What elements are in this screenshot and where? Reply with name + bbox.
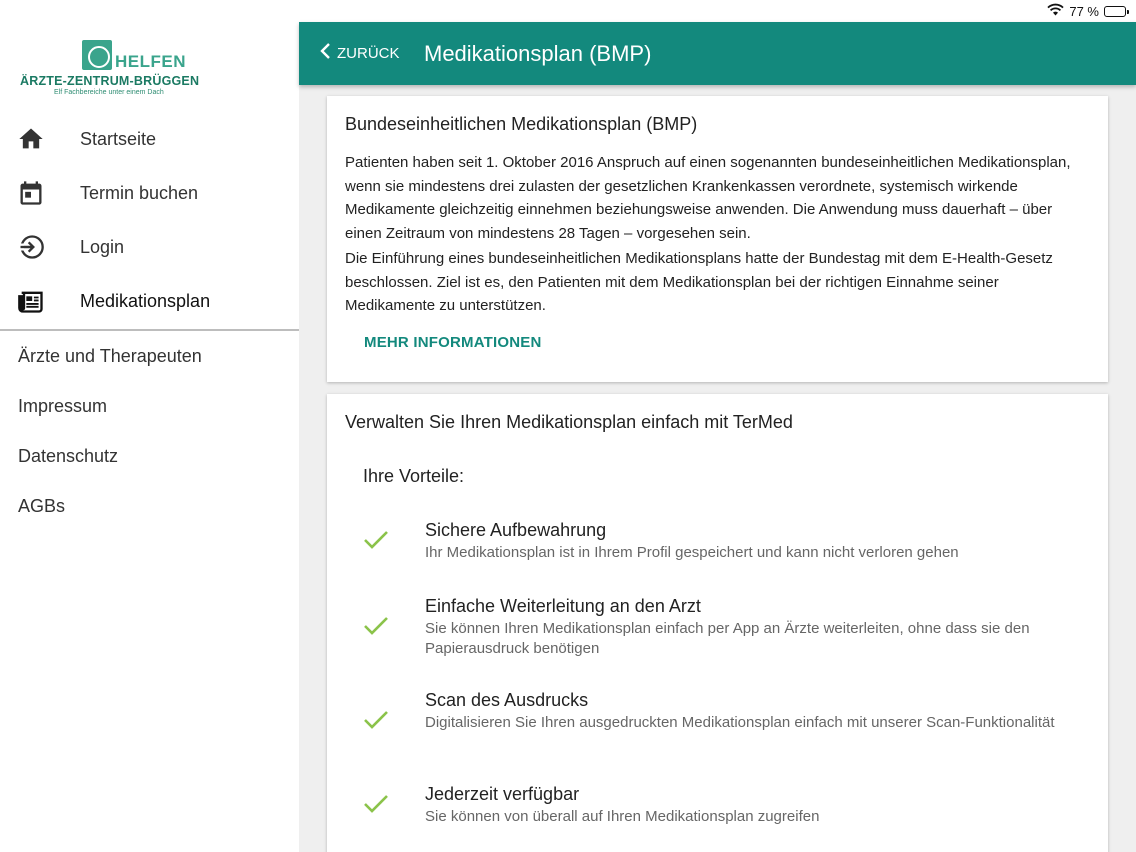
benefit-title: Jederzeit verfügbar — [425, 784, 580, 804]
battery-icon — [1104, 6, 1126, 17]
benefit-description: Sie können von überall auf Ihren Medikationsplan zugreifen — [425, 808, 820, 825]
checkmark-icon — [363, 616, 389, 641]
benefits-heading: Ihre Vorteile: — [363, 466, 465, 486]
sidebar-item-aerzte-und-therapeuten[interactable]: Ärzte und Therapeuten — [18, 345, 202, 366]
logo-helfen-text: HELFEN — [115, 52, 186, 71]
features-card — [327, 394, 1108, 852]
home-icon — [0, 125, 80, 153]
info-paragraph-2: Die Einführung eines bundeseinheitlichen Medikationsplans hatte der Bundestag mit dem E-Health-Gesetz beschlossen. Ziel ist es, den Patienten mit dem Medikationsplan bei der richtigen Einnahme seiner Medikamente zu unterstützen. — [345, 250, 1053, 314]
benefit-title: Scan des Ausdrucks — [425, 690, 589, 710]
sidebar-item-datenschutz[interactable]: Datenschutz — [18, 445, 119, 466]
more-info-button[interactable]: MEHR INFORMATIONEN — [364, 334, 542, 351]
chevron-left-icon — [319, 42, 333, 64]
logo-mark-icon — [82, 40, 112, 70]
sidebar-item-login[interactable] — [0, 220, 299, 274]
sidebar-item-label: Startseite — [80, 128, 157, 149]
sidebar-item-impressum[interactable]: Impressum — [18, 395, 108, 416]
calendar-icon — [0, 179, 80, 207]
checkmark-icon — [363, 530, 389, 555]
sidebar-item-startseite[interactable] — [0, 112, 299, 166]
logo-tagline: Elf Fachbereiche unter einem Dach — [54, 89, 164, 96]
app-header — [299, 22, 1136, 85]
info-card-title: Bundeseinheitlichen Medikationsplan (BMP) — [345, 114, 698, 134]
benefit-description: Sie können Ihren Medikationsplan einfach per App an Ärzte weiterleiten, ohne dass sie den Papierausdruck benötigen — [425, 620, 1030, 657]
sidebar-nav — [0, 112, 299, 328]
sidebar-item-label: Termin buchen — [80, 182, 199, 203]
sidebar-item-label: Login — [80, 236, 125, 257]
sidebar-item-medikationsplan[interactable] — [0, 274, 299, 328]
info-paragraph-1: Patienten haben seit 1. Oktober 2016 Anspruch auf einen sogenannten bundeseinheitlichen Medikationsplan, wenn sie mindestens drei zulasten der gesetzlichen Krankenkassen verordnete, systemisch wirkende Medikamente gleichzeitig einnehmen beziehungsweise anwenden. Die Anwendung muss dauerhaft – über einen Zeitraum von mindestens 28 Tagen – vorgesehen sein. — [345, 154, 1071, 242]
checkmark-icon — [363, 710, 389, 735]
benefit-title: Einfache Weiterleitung an den Arzt — [425, 596, 701, 616]
sidebar — [0, 22, 299, 852]
sidebar-item-label: Medikationsplan — [80, 290, 211, 311]
sidebar-item-agbs[interactable]: AGBs — [18, 495, 66, 516]
wifi-icon — [1047, 3, 1064, 19]
back-label: ZURÜCK — [337, 44, 400, 62]
benefit-title: Sichere Aufbewahrung — [425, 520, 607, 540]
sidebar-item-termin-buchen[interactable] — [0, 166, 299, 220]
login-icon — [0, 233, 80, 261]
logo-name-text: ÄRZTE-ZENTRUM-BRÜGGEN — [20, 74, 200, 88]
back-button[interactable] — [319, 42, 400, 64]
newspaper-icon — [0, 287, 80, 315]
features-card-title: Verwalten Sie Ihren Medikationsplan einfach mit TerMed — [345, 412, 793, 432]
page-title: Medikationsplan (BMP) — [424, 41, 652, 66]
benefit-description: Digitalisieren Sie Ihren ausgedruckten Medikationsplan einfach mit unserer Scan-Funktionalität — [425, 714, 1055, 731]
status-bar — [0, 0, 1136, 22]
logo[interactable] — [20, 40, 200, 100]
info-card — [327, 96, 1108, 382]
sidebar-secondary-nav — [0, 331, 299, 531]
benefit-description: Ihr Medikationsplan ist in Ihrem Profil gespeichert und kann nicht verloren gehen — [425, 544, 959, 561]
checkmark-icon — [363, 794, 389, 819]
status-indicators — [1047, 3, 1126, 19]
battery-percentage: 77 % — [1069, 3, 1099, 19]
